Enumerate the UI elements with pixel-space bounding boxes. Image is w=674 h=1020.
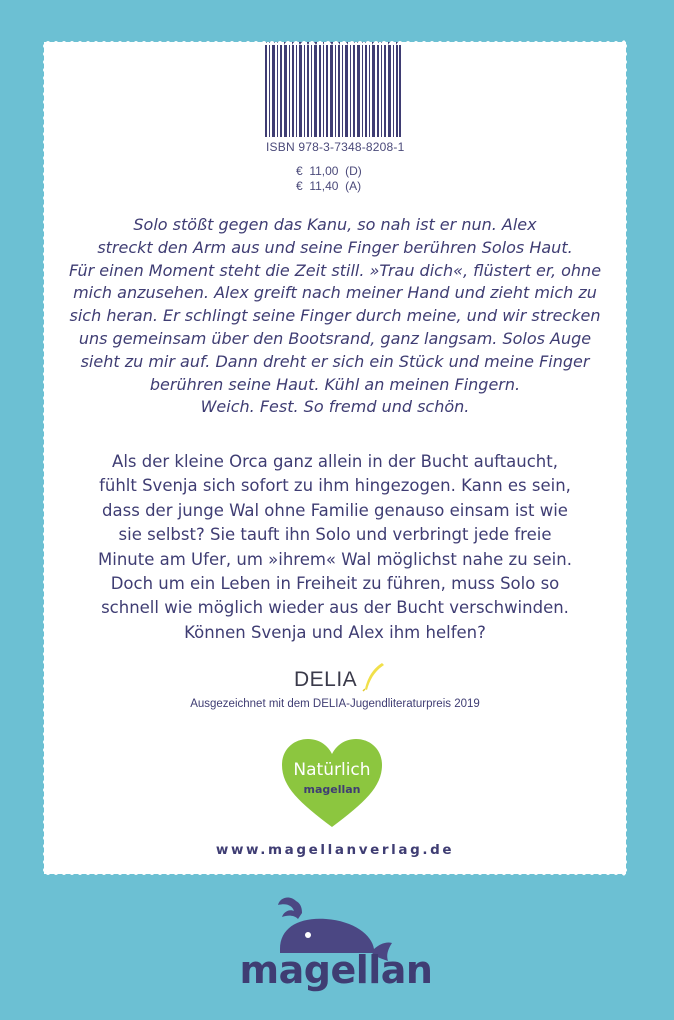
price-austria: € 11,40 (A) bbox=[296, 179, 362, 193]
excerpt-line: sich heran. Er schlingt seine Finger durch meine, und wir strecken bbox=[69, 306, 601, 326]
price-germany: € 11,00 (D) bbox=[296, 164, 362, 178]
blurb-line: Doch um ein Leben in Freiheit zu führen, muss Solo so bbox=[110, 574, 560, 594]
barcode bbox=[265, 42, 401, 137]
blurb-line: sie selbst? Sie tauft ihn Solo und verbringt jede freie bbox=[118, 525, 552, 545]
blurb-line: fühlt Svenja sich sofort zu ihm hingezogen. Kann es sein, bbox=[99, 476, 571, 496]
excerpt-line: Solo stößt gegen das Kanu, so nah ist er nun. Alex bbox=[133, 215, 537, 234]
blurb-line: dass der junge Wal ohne Familie genauso einsam ist wie bbox=[102, 500, 568, 520]
wavy-edge-left bbox=[39, 42, 47, 874]
award-text: Ausgezeichnet mit dem DELIA-Jugendliteraturpreis 2019 bbox=[190, 698, 480, 710]
excerpt-line: sieht zu mir auf. Dann dreht er sich ein Stück und meine Finger bbox=[80, 351, 590, 371]
wavy-edge-top bbox=[44, 37, 626, 45]
excerpt-line: uns gemeinsam über den Bootsrand, ganz langsam. Solos Auge bbox=[78, 328, 592, 348]
book-blurb bbox=[44, 450, 626, 645]
wavy-edge-right bbox=[623, 42, 631, 874]
magellan-logo-text: magellan bbox=[239, 948, 433, 992]
publisher-url[interactable]: www.magellanverlag.de bbox=[215, 842, 455, 858]
isbn-label: ISBN 978-3-7348-8208-1 bbox=[266, 140, 405, 154]
book-excerpt bbox=[44, 214, 626, 419]
blurb-line: schnell wie möglich wieder aus der Bucht verschwinden. bbox=[101, 598, 569, 618]
blurb-line: Können Svenja und Alex ihm helfen? bbox=[184, 622, 486, 642]
quill-pen-icon bbox=[360, 662, 386, 692]
blurb-line: Als der kleine Orca ganz allein in der Bucht auftaucht, bbox=[112, 452, 558, 471]
excerpt-line: mich anzusehen. Alex greift nach meiner Hand und zieht mich zu bbox=[73, 283, 597, 303]
natuerlich-heart-icon bbox=[280, 737, 384, 829]
excerpt-line: streckt den Arm aus und seine Finger berühren Solos Haut. bbox=[97, 237, 573, 257]
blurb-line: Minute am Ufer, um »ihrem« Wal möglichst nahe zu sein. bbox=[98, 549, 572, 569]
excerpt-line: berühren seine Haut. Kühl an meinen Fingern. bbox=[149, 374, 521, 394]
excerpt-line: Weich. Fest. So fremd und schön. bbox=[200, 397, 470, 417]
delia-logo: DELIA bbox=[294, 668, 358, 691]
back-cover-panel bbox=[44, 42, 626, 874]
wavy-edge-bottom bbox=[44, 871, 626, 879]
heart-line-1: Natürlich bbox=[293, 760, 371, 780]
heart-line-2: magellan bbox=[303, 783, 361, 796]
excerpt-line: Für einen Moment steht die Zeit still. »Trau dich«, flüstert er, ohne bbox=[68, 260, 602, 280]
